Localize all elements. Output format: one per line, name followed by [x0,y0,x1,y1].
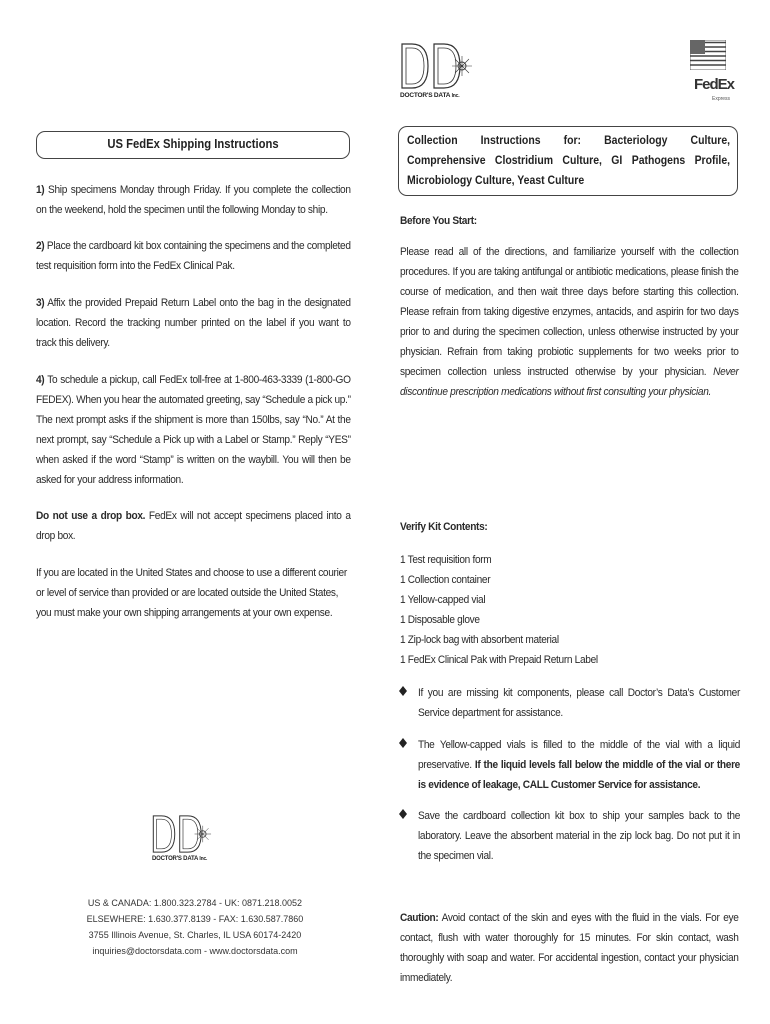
diamond-bullet-icon [398,686,408,696]
contact-line-web: inquiries@doctorsdata.com - www.doctorsdata.com [92,946,298,956]
collection-title: Collection Instructions for: Bacteriology Culture, Comprehensive Clostridium Culture, GI Pathogens Profile, Microbiology Culture, Yeast Culture [407,135,731,187]
shipping-title: US FedEx Shipping Instructions [107,137,279,151]
kit-item: 1 FedEx Clinical Pak with Prepaid Return Label [400,654,598,666]
bullet-missing-text: If you are missing kit components, please call Doctor’s Data’s Customer Service department for assistance. [418,687,740,719]
contact-block [60,895,330,959]
kit-item: 1 Disposable glove [400,614,480,626]
caution-text: Avoid contact of the skin and eyes with the fluid in the vials. For eye contact, flush with water thoroughly for 15 minutes. For skin contact, wash thoroughly with soap and water. For accidental ingestion, contact your physician immediately. [400,912,739,984]
step-4-text: To schedule a pickup, call FedEx toll-free at 1-800-463-3339 (1-800-GO FEDEX). When you hear the automated greeting, say “Schedule a pick up.” The next prompt asks if the shipment is more than 150lbs, say “No.” At the next prompt, say “Schedule a Pick up with a Label or Stamp.” Reply “YES” when asked if the word “Stamp” is written on the waybill. You will then be asked for your address information. [36,374,351,486]
bullet-save-text: Save the cardboard collection kit box to ship your samples back to the laboratory. Leave the absorbent material in the zip lock bag. Do not put it in the specimen vial. [418,810,740,862]
logo-brand-text-bottom: DOCTOR'S DATA [152,856,198,862]
contact-line-address: 3755 Illinois Avenue, St. Charles, IL USA 60174-2420 [88,930,302,940]
doctors-data-logo-top [398,40,478,104]
caution-notice [400,908,739,988]
kit-item: 1 Zip-lock bag with absorbent material [400,634,559,646]
contact-line-phone: US & CANADA: 1.800.323.2784 - UK: 0871.218.0052 [87,898,303,908]
step-1-number: 1) [36,184,45,196]
dropbox-notice [36,506,351,546]
step-3-text: Affix the provided Prepaid Return Label onto the bag in the designated location. Record the tracking number printed on the label if you want to track this delivery. [36,297,351,349]
step-4-number: 4) [36,374,45,386]
step-1 [36,180,351,220]
before-start-heading: Before You Start: [400,215,477,227]
step-2-number: 2) [36,240,45,252]
before-start-text [400,242,739,402]
diamond-bullet-icon [398,738,408,748]
dropbox-text: FedEx will not accept specimens placed into a drop box. [36,510,351,542]
doctors-data-logo-mark-icon [398,40,478,92]
dropbox-bold: Do not use a drop box. [36,510,146,522]
caution-label: Caution: [400,912,439,924]
step-2 [36,236,351,276]
fedex-logo [690,40,734,104]
kit-item: 1 Yellow-capped vial [400,594,486,606]
doctors-data-logo-mark-bottom-icon [150,812,216,856]
outside-us-notice: If you are located in the United States and choose to use a different courier or level of service than provided or are located outside the United States, you must make your own shipping arrangements at your own expense. [36,567,347,619]
step-3 [36,293,351,353]
fedex-subtitle: Express [712,96,731,102]
step-1-text: Ship specimens Monday through Friday. If you complete the collection on the weekend, hold the specimen until the following Monday to ship. [36,184,351,216]
logo-suffix-bottom: Inc. [199,856,208,862]
before-start-italic: Never discontinue prescription medications without first consulting your physician. [400,366,739,398]
step-3-number: 3) [36,297,45,309]
before-start-body: Please read all of the directions, and familiarize yourself with the collection procedures. If you are taking antifungal or antibiotic medications, please finish the course of medication, and then wait three days before starting this collection. Please refrain from taking digestive enzymes, antacids, and aspirin for two days prior to and during the specimen collection, unless otherwise instructed by your physician. Refrain from taking probiotic supplements for two weeks prior to specimen collection unless instructed otherwise by your physician. [400,246,739,378]
bullet-vial-text [418,735,740,795]
collection-title-box [398,126,738,196]
step-4 [36,370,351,490]
step-2-text: Place the cardboard kit box containing the specimens and the completed test requisition form into the FedEx Clinical Pak. [36,240,351,272]
diamond-bullet-icon [398,809,408,819]
doctors-data-logo-bottom [150,812,230,876]
us-flag-icon [690,40,726,70]
shipping-title-box [36,131,350,159]
fedex-wordmark: FedEx [694,76,735,93]
verify-kit-heading: Verify Kit Contents: [400,521,488,533]
logo-brand-text: DOCTOR'S DATA [400,92,450,99]
bullet-vial-bold: If the liquid levels fall below the middle of the vial or there is evidence of leakage, CALL Customer Service for assistance. [418,759,740,791]
contact-line-fax: ELSEWHERE: 1.630.377.8139 - FAX: 1.630.587.7860 [86,914,304,924]
logo-suffix: Inc. [451,93,460,99]
bullet-vial-plain: The Yellow-capped vials is filled to the middle of the vial with a liquid preservative. [418,739,740,771]
kit-contents-list [400,550,731,670]
kit-item: 1 Collection container [400,574,491,586]
kit-item: 1 Test requisition form [400,554,492,566]
